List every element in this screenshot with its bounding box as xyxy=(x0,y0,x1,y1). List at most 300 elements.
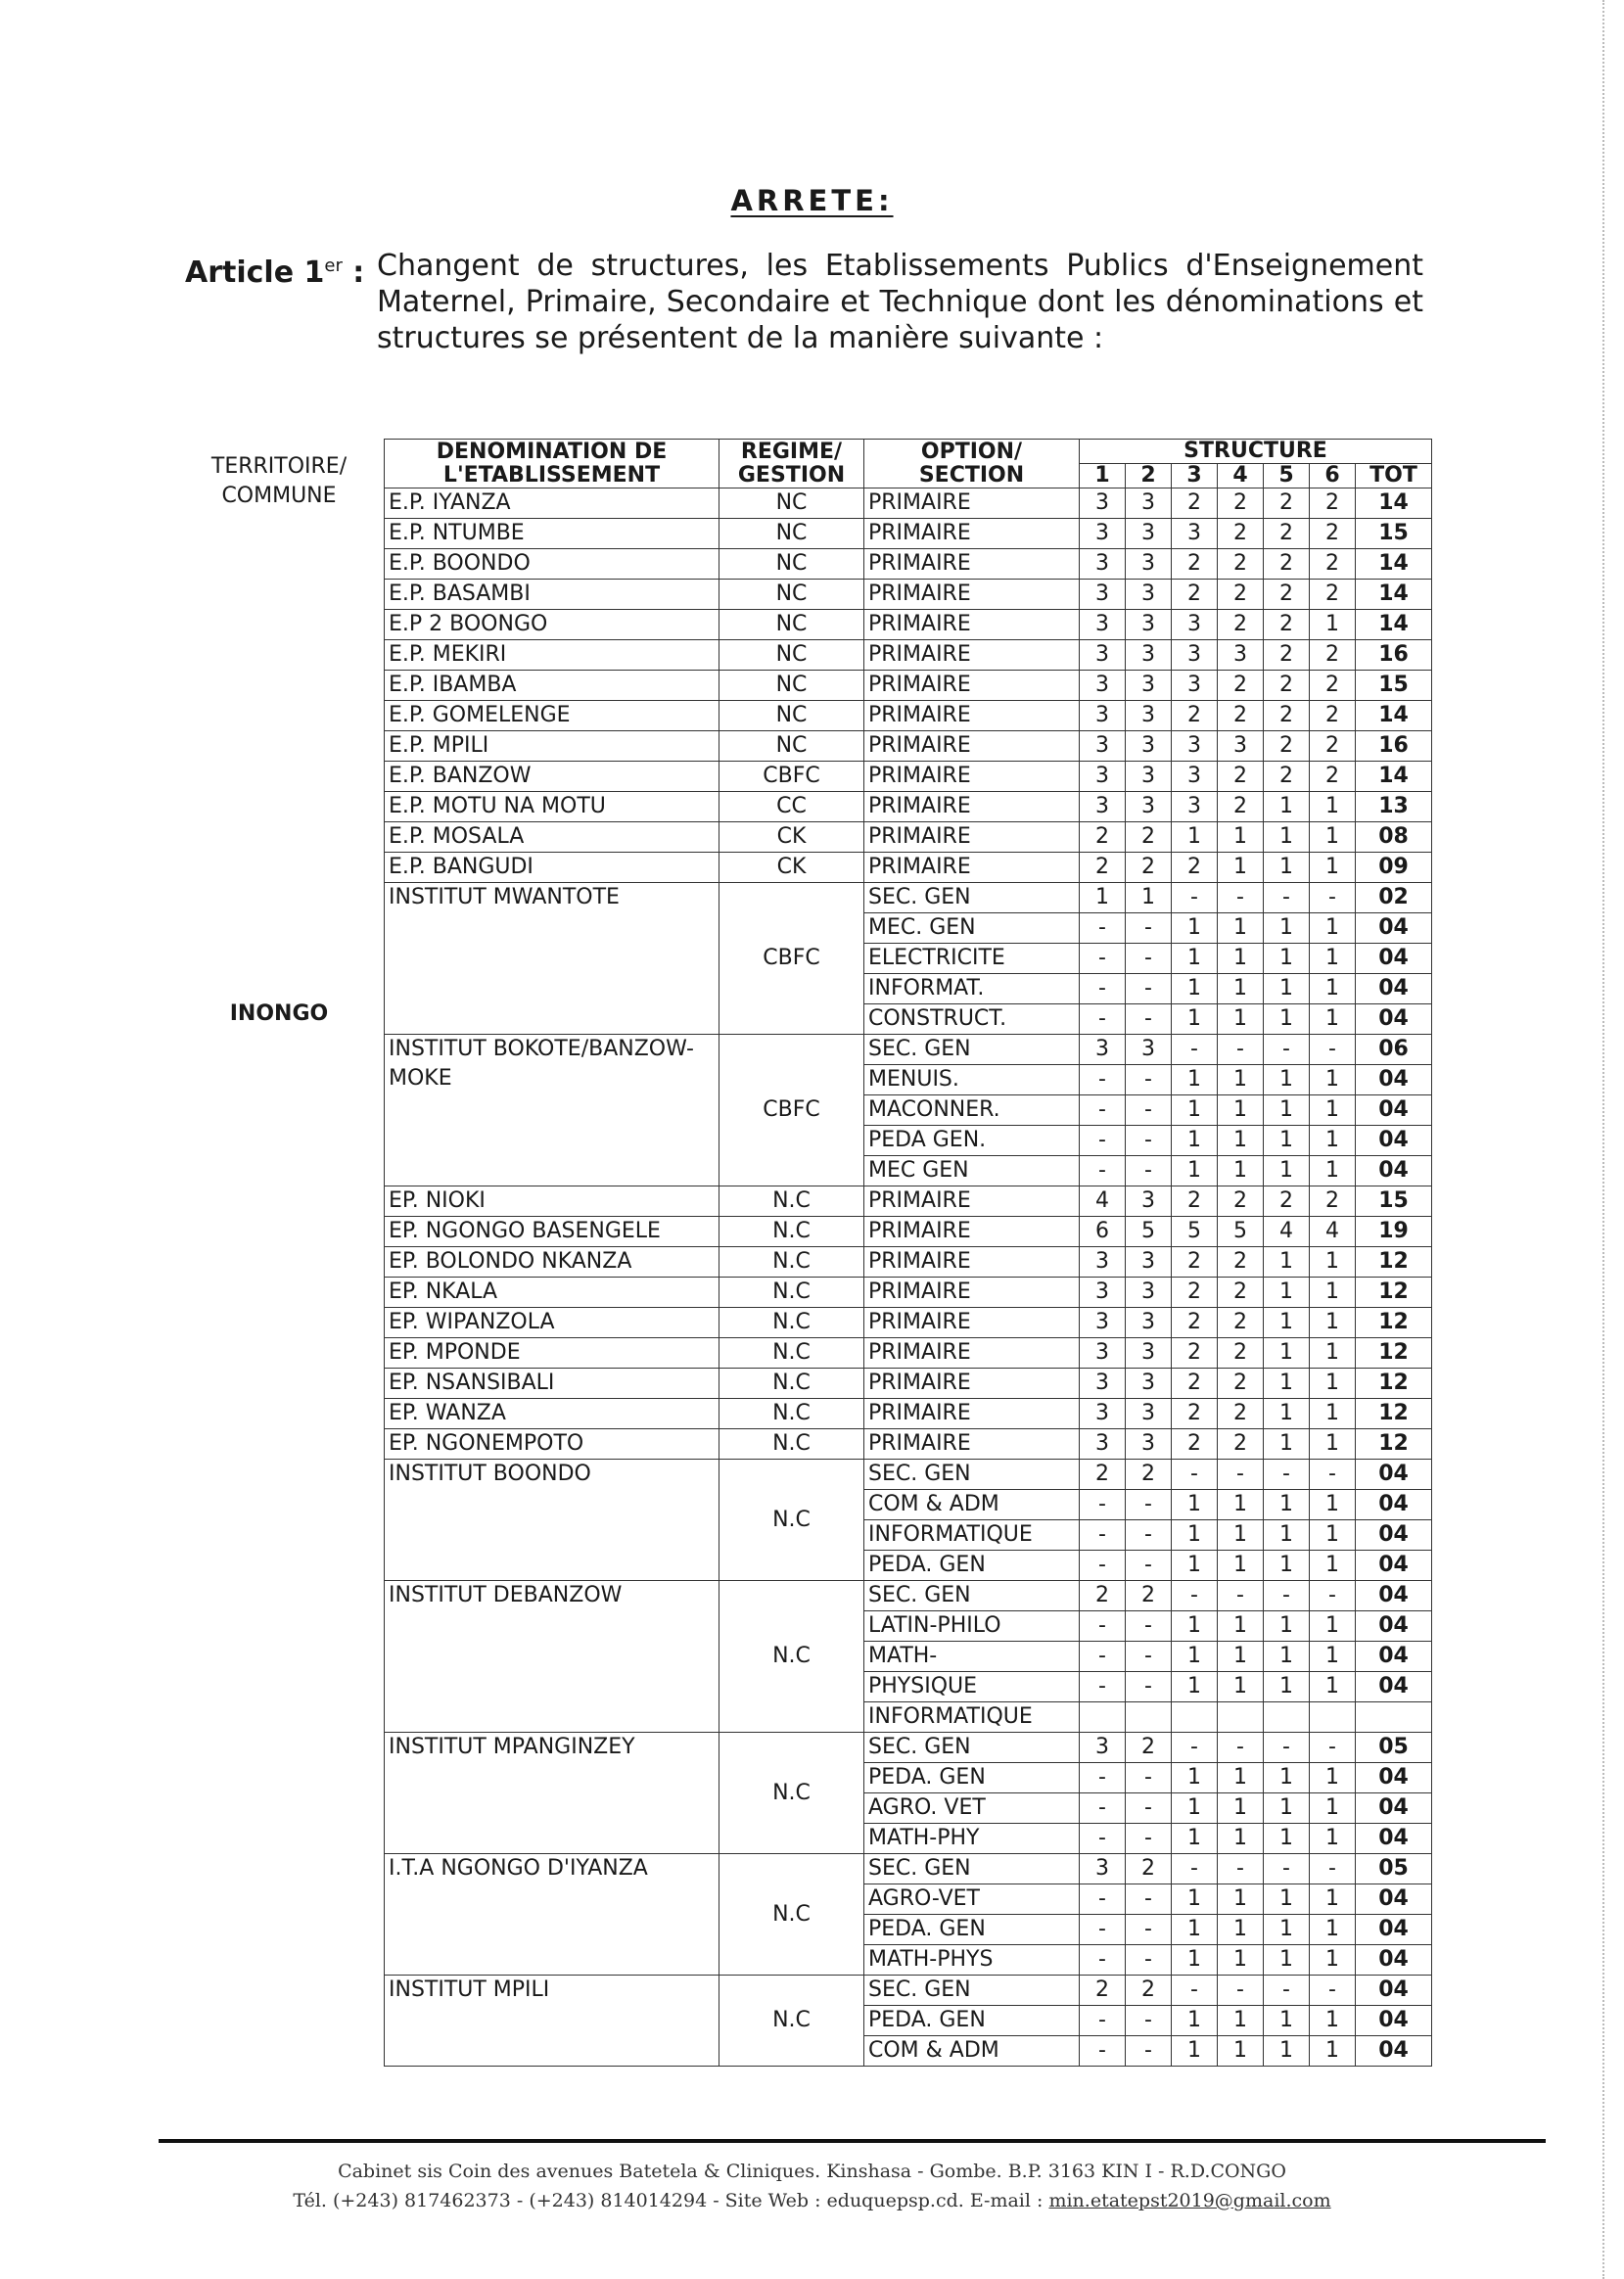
structure-col-5: 1 xyxy=(1264,1915,1310,1945)
structure-col-1: - xyxy=(1080,1520,1126,1551)
table-row xyxy=(385,883,1432,913)
structure-total: 04 xyxy=(1356,1976,1432,2006)
structure-total: 04 xyxy=(1356,1095,1432,1126)
establishment-name: E.P. MEKIRI xyxy=(385,640,719,671)
structure-col-1: 2 xyxy=(1080,1581,1126,1611)
structure-col-6: 1 xyxy=(1310,1429,1356,1460)
structure-col-3: 2 xyxy=(1172,1429,1218,1460)
structure-col-5: 1 xyxy=(1264,1156,1310,1186)
structure-col-6: 1 xyxy=(1310,610,1356,640)
structure-col-3: 1 xyxy=(1172,944,1218,974)
establishment-name: EP. NKALA xyxy=(385,1278,719,1308)
structure-col-2: - xyxy=(1126,1945,1172,1976)
structure-col-2: 3 xyxy=(1126,1247,1172,1278)
structure-col-1: - xyxy=(1080,974,1126,1004)
structure-col-3: 2 xyxy=(1172,1278,1218,1308)
structure-col-5: - xyxy=(1264,1460,1310,1490)
structure-col-3: 1 xyxy=(1172,1763,1218,1793)
table-row xyxy=(385,1976,1432,2006)
structure-col-6: 2 xyxy=(1310,580,1356,610)
structure-col-4: - xyxy=(1218,1976,1264,2006)
structure-col-4: 1 xyxy=(1218,1824,1264,1854)
structure-col-1: - xyxy=(1080,1490,1126,1520)
structure-col-4: 1 xyxy=(1218,2006,1264,2036)
structure-col-1: 2 xyxy=(1080,853,1126,883)
header-regime: REGIME/ GESTION xyxy=(719,440,864,488)
structure-total: 15 xyxy=(1356,1186,1432,1217)
structure-col-2: - xyxy=(1126,974,1172,1004)
structure-col-5: 2 xyxy=(1264,610,1310,640)
table-row xyxy=(385,1035,1432,1065)
table-row xyxy=(385,1338,1432,1369)
structure-col-4: 1 xyxy=(1218,2036,1264,2067)
establishment-name: E.P. IYANZA xyxy=(385,488,719,519)
page-title: ARRETE: xyxy=(730,184,894,217)
option-section: PRIMAIRE xyxy=(864,822,1080,853)
regime-gestion: CC xyxy=(719,792,864,822)
structure-col-6: 1 xyxy=(1310,1399,1356,1429)
establishment-name: INSTITUT DEBANZOW xyxy=(385,1581,719,1733)
footer-email[interactable]: min.etatepst2019@gmail.com xyxy=(1048,2190,1331,2211)
structure-col-1: - xyxy=(1080,1884,1126,1915)
structure-col-5: 2 xyxy=(1264,762,1310,792)
structure-total: 14 xyxy=(1356,580,1432,610)
structure-total: 14 xyxy=(1356,762,1432,792)
structure-col-6: 1 xyxy=(1310,822,1356,853)
structure-col-4: 1 xyxy=(1218,1763,1264,1793)
table-row xyxy=(385,1429,1432,1460)
structure-col-6: 1 xyxy=(1310,792,1356,822)
structure-col-6: 1 xyxy=(1310,1490,1356,1520)
structure-col-6: 1 xyxy=(1310,1611,1356,1642)
establishment-name: E.P. IBAMBA xyxy=(385,671,719,701)
header-col-6: 6 xyxy=(1310,464,1356,488)
table-row xyxy=(385,1247,1432,1278)
structure-col-2: - xyxy=(1126,1095,1172,1126)
structure-col-6: 1 xyxy=(1310,2036,1356,2067)
structure-col-3: - xyxy=(1172,1581,1218,1611)
structure-col-5: 1 xyxy=(1264,1308,1310,1338)
structure-col-1: 2 xyxy=(1080,822,1126,853)
structure-total: 04 xyxy=(1356,944,1432,974)
option-section: PEDA. GEN xyxy=(864,1763,1080,1793)
option-section: INFORMATIQUE xyxy=(864,1702,1080,1733)
option-section: PEDA. GEN xyxy=(864,1915,1080,1945)
structure-col-3: 1 xyxy=(1172,913,1218,944)
structure-table xyxy=(384,439,1432,2067)
structure-col-6: 1 xyxy=(1310,1551,1356,1581)
structure-col-3: 5 xyxy=(1172,1217,1218,1247)
header-option: OPTION/ SECTION xyxy=(864,440,1080,488)
regime-gestion: N.C xyxy=(719,1217,864,1247)
structure-col-2: 3 xyxy=(1126,580,1172,610)
structure-col-1: 3 xyxy=(1080,610,1126,640)
structure-col-3: 2 xyxy=(1172,488,1218,519)
structure-col-1: 3 xyxy=(1080,1247,1126,1278)
option-section: PRIMAIRE xyxy=(864,1278,1080,1308)
structure-col-4: 1 xyxy=(1218,1915,1264,1945)
establishment-name: INSTITUT BOONDO xyxy=(385,1460,719,1581)
structure-total: 05 xyxy=(1356,1733,1432,1763)
regime-gestion: CBFC xyxy=(719,1035,864,1186)
structure-col-2: 1 xyxy=(1126,883,1172,913)
regime-gestion: CBFC xyxy=(719,762,864,792)
option-section: SEC. GEN xyxy=(864,1854,1080,1884)
structure-col-2: - xyxy=(1126,1915,1172,1945)
option-section: INFORMATIQUE xyxy=(864,1520,1080,1551)
structure-col-3: 1 xyxy=(1172,1915,1218,1945)
structure-col-5: 1 xyxy=(1264,1551,1310,1581)
table-row xyxy=(385,853,1432,883)
structure-col-6: - xyxy=(1310,1035,1356,1065)
structure-col-5: 1 xyxy=(1264,1065,1310,1095)
structure-col-5: 1 xyxy=(1264,1763,1310,1793)
structure-col-5: 1 xyxy=(1264,1824,1310,1854)
structure-col-5: 1 xyxy=(1264,1520,1310,1551)
structure-col-5: 1 xyxy=(1264,1642,1310,1672)
structure-col-5: - xyxy=(1264,1733,1310,1763)
structure-total: 13 xyxy=(1356,792,1432,822)
structure-col-2: 2 xyxy=(1126,822,1172,853)
structure-total: 04 xyxy=(1356,1642,1432,1672)
structure-col-5: 1 xyxy=(1264,1399,1310,1429)
structure-col-4: 1 xyxy=(1218,1642,1264,1672)
structure-col-5: 1 xyxy=(1264,1095,1310,1126)
structure-col-2: - xyxy=(1126,913,1172,944)
establishment-name: E.P. NTUMBE xyxy=(385,519,719,549)
structure-col-5: - xyxy=(1264,1581,1310,1611)
structure-col-5: 1 xyxy=(1264,1945,1310,1976)
structure-total: 12 xyxy=(1356,1399,1432,1429)
structure-col-2 xyxy=(1126,1702,1172,1733)
territory-name: INONGO xyxy=(229,1001,329,1026)
structure-col-4: 1 xyxy=(1218,1945,1264,1976)
structure-col-5: 1 xyxy=(1264,2036,1310,2067)
option-section: MEC. GEN xyxy=(864,913,1080,944)
structure-col-5: 1 xyxy=(1264,1369,1310,1399)
option-section: PRIMAIRE xyxy=(864,1429,1080,1460)
structure-col-6: 1 xyxy=(1310,1763,1356,1793)
structure-col-2: - xyxy=(1126,2036,1172,2067)
structure-col-2: 5 xyxy=(1126,1217,1172,1247)
structure-col-4: 2 xyxy=(1218,610,1264,640)
structure-col-1: 3 xyxy=(1080,1854,1126,1884)
structure-col-6: - xyxy=(1310,1733,1356,1763)
structure-total: 04 xyxy=(1356,1581,1432,1611)
option-section: PRIMAIRE xyxy=(864,701,1080,731)
structure-col-2: 3 xyxy=(1126,1186,1172,1217)
structure-total: 16 xyxy=(1356,640,1432,671)
structure-col-2: 3 xyxy=(1126,1278,1172,1308)
structure-col-5: 1 xyxy=(1264,913,1310,944)
structure-col-3: 1 xyxy=(1172,1551,1218,1581)
structure-col-4: - xyxy=(1218,1035,1264,1065)
table-row xyxy=(385,640,1432,671)
regime-gestion: CK xyxy=(719,822,864,853)
option-section: CONSTRUCT. xyxy=(864,1004,1080,1035)
structure-col-3: 3 xyxy=(1172,640,1218,671)
structure-col-1: 3 xyxy=(1080,1369,1126,1399)
structure-col-3: 1 xyxy=(1172,1824,1218,1854)
table-row xyxy=(385,762,1432,792)
structure-col-1: - xyxy=(1080,1824,1126,1854)
structure-col-6: 2 xyxy=(1310,640,1356,671)
regime-gestion: N.C xyxy=(719,1278,864,1308)
structure-col-3: 3 xyxy=(1172,671,1218,701)
option-section: MATH- xyxy=(864,1642,1080,1672)
structure-col-6: 1 xyxy=(1310,1672,1356,1702)
structure-col-4: 2 xyxy=(1218,1186,1264,1217)
structure-col-4: - xyxy=(1218,1733,1264,1763)
structure-col-5: 1 xyxy=(1264,1429,1310,1460)
structure-total: 04 xyxy=(1356,1945,1432,1976)
structure-col-1: - xyxy=(1080,1763,1126,1793)
structure-col-6: 1 xyxy=(1310,1278,1356,1308)
regime-gestion: NC xyxy=(719,640,864,671)
structure-col-2: - xyxy=(1126,944,1172,974)
structure-col-6: 2 xyxy=(1310,762,1356,792)
option-section: SEC. GEN xyxy=(864,883,1080,913)
table-row xyxy=(385,1308,1432,1338)
structure-col-5: 2 xyxy=(1264,701,1310,731)
structure-total: 04 xyxy=(1356,1672,1432,1702)
structure-total: 04 xyxy=(1356,1793,1432,1824)
structure-col-3: 1 xyxy=(1172,1520,1218,1551)
structure-col-1: - xyxy=(1080,1126,1126,1156)
option-section: COM & ADM xyxy=(864,1490,1080,1520)
structure-col-6: 2 xyxy=(1310,488,1356,519)
structure-col-6: 1 xyxy=(1310,1369,1356,1399)
structure-total: 19 xyxy=(1356,1217,1432,1247)
structure-col-3: 1 xyxy=(1172,1490,1218,1520)
structure-total: 04 xyxy=(1356,1520,1432,1551)
structure-total: 09 xyxy=(1356,853,1432,883)
option-section: PEDA. GEN xyxy=(864,1551,1080,1581)
structure-col-4: 2 xyxy=(1218,792,1264,822)
structure-col-2: 3 xyxy=(1126,671,1172,701)
structure-col-4: 1 xyxy=(1218,1520,1264,1551)
table-row xyxy=(385,580,1432,610)
structure-col-1: 3 xyxy=(1080,1733,1126,1763)
structure-total: 02 xyxy=(1356,883,1432,913)
structure-col-6: - xyxy=(1310,1581,1356,1611)
structure-col-3: 2 xyxy=(1172,1399,1218,1429)
structure-col-3: 3 xyxy=(1172,610,1218,640)
structure-col-3: - xyxy=(1172,1035,1218,1065)
regime-gestion: N.C xyxy=(719,1369,864,1399)
establishment-name: INSTITUT MPANGINZEY xyxy=(385,1733,719,1854)
structure-col-5: - xyxy=(1264,883,1310,913)
option-section: PRIMAIRE xyxy=(864,488,1080,519)
structure-col-4: 2 xyxy=(1218,701,1264,731)
structure-col-1: 3 xyxy=(1080,1429,1126,1460)
header-col-1: 1 xyxy=(1080,464,1126,488)
structure-col-3: 1 xyxy=(1172,2036,1218,2067)
structure-col-4: 1 xyxy=(1218,1004,1264,1035)
option-section: PRIMAIRE xyxy=(864,731,1080,762)
option-section: PRIMAIRE xyxy=(864,671,1080,701)
structure-col-6: 2 xyxy=(1310,701,1356,731)
structure-col-2: 3 xyxy=(1126,549,1172,580)
option-section: PRIMAIRE xyxy=(864,1217,1080,1247)
structure-col-4: 1 xyxy=(1218,1490,1264,1520)
structure-col-3: 1 xyxy=(1172,822,1218,853)
structure-col-5: 1 xyxy=(1264,1338,1310,1369)
header-col-4: 4 xyxy=(1218,464,1264,488)
structure-col-6: - xyxy=(1310,1460,1356,1490)
structure-total: 04 xyxy=(1356,1763,1432,1793)
option-section: PRIMAIRE xyxy=(864,1338,1080,1369)
structure-col-5: 2 xyxy=(1264,671,1310,701)
table-row xyxy=(385,671,1432,701)
establishment-name: INSTITUT MWANTOTE xyxy=(385,883,719,1035)
structure-col-5: 1 xyxy=(1264,822,1310,853)
regime-gestion: NC xyxy=(719,671,864,701)
structure-col-3: 2 xyxy=(1172,580,1218,610)
structure-col-1: - xyxy=(1080,1915,1126,1945)
structure-col-5: 1 xyxy=(1264,1126,1310,1156)
regime-gestion: NC xyxy=(719,519,864,549)
table-row xyxy=(385,1278,1432,1308)
structure-col-3: 3 xyxy=(1172,519,1218,549)
establishment-name: EP. NSANSIBALI xyxy=(385,1369,719,1399)
option-section: PRIMAIRE xyxy=(864,640,1080,671)
structure-total: 12 xyxy=(1356,1247,1432,1278)
structure-col-3: 1 xyxy=(1172,1126,1218,1156)
regime-gestion: N.C xyxy=(719,1308,864,1338)
table-row xyxy=(385,1854,1432,1884)
structure-col-5: 1 xyxy=(1264,1490,1310,1520)
structure-col-3: 1 xyxy=(1172,1642,1218,1672)
structure-total: 12 xyxy=(1356,1308,1432,1338)
structure-col-1: 3 xyxy=(1080,1278,1126,1308)
header-denomination: DENOMINATION DE L'ETABLISSEMENT xyxy=(385,440,719,488)
structure-total: 06 xyxy=(1356,1035,1432,1065)
structure-col-5: 2 xyxy=(1264,519,1310,549)
structure-col-1: - xyxy=(1080,1793,1126,1824)
regime-gestion: N.C xyxy=(719,1429,864,1460)
structure-col-2: 3 xyxy=(1126,519,1172,549)
structure-col-5: 1 xyxy=(1264,974,1310,1004)
structure-total: 04 xyxy=(1356,1884,1432,1915)
structure-col-5: 1 xyxy=(1264,2006,1310,2036)
header-structure: STRUCTURE xyxy=(1080,440,1432,464)
structure-col-6: 1 xyxy=(1310,1095,1356,1126)
establishment-name: E.P. BOONDO xyxy=(385,549,719,580)
structure-col-2: - xyxy=(1126,1156,1172,1186)
structure-col-6: 1 xyxy=(1310,944,1356,974)
structure-col-6: 1 xyxy=(1310,1126,1356,1156)
option-section: PRIMAIRE xyxy=(864,610,1080,640)
structure-col-1: 3 xyxy=(1080,549,1126,580)
establishment-name: EP. WANZA xyxy=(385,1399,719,1429)
option-section: PRIMAIRE xyxy=(864,1186,1080,1217)
structure-col-5: 2 xyxy=(1264,1186,1310,1217)
establishment-name: EP. WIPANZOLA xyxy=(385,1308,719,1338)
structure-col-6: 1 xyxy=(1310,1338,1356,1369)
structure-col-6: 2 xyxy=(1310,549,1356,580)
footer-contact: Tél. (+243) 817462373 - (+243) 814014294 - Site Web : eduquepsp.cd. E-mail : min.etatepst2019@gmail.com xyxy=(293,2190,1331,2211)
structure-col-4: 1 xyxy=(1218,974,1264,1004)
option-section: PRIMAIRE xyxy=(864,1399,1080,1429)
structure-total: 04 xyxy=(1356,1065,1432,1095)
establishment-name: E.P. MPILI xyxy=(385,731,719,762)
structure-col-5: 1 xyxy=(1264,1884,1310,1915)
structure-col-2: - xyxy=(1126,1065,1172,1095)
table-row xyxy=(385,701,1432,731)
structure-col-2: 3 xyxy=(1126,1369,1172,1399)
structure-col-2: 3 xyxy=(1126,701,1172,731)
regime-gestion: NC xyxy=(719,610,864,640)
structure-col-6 xyxy=(1310,1702,1356,1733)
structure-col-5: 1 xyxy=(1264,792,1310,822)
table-row xyxy=(385,792,1432,822)
structure-col-6: 1 xyxy=(1310,1824,1356,1854)
structure-col-3: 1 xyxy=(1172,1065,1218,1095)
regime-gestion: CBFC xyxy=(719,883,864,1035)
structure-col-6: - xyxy=(1310,1854,1356,1884)
establishment-name: EP. NGONEMPOTO xyxy=(385,1429,719,1460)
structure-col-6: 1 xyxy=(1310,1308,1356,1338)
structure-col-6: 1 xyxy=(1310,1642,1356,1672)
structure-col-2: - xyxy=(1126,1551,1172,1581)
option-section: SEC. GEN xyxy=(864,1581,1080,1611)
option-section: SEC. GEN xyxy=(864,1733,1080,1763)
header-col-5: 5 xyxy=(1264,464,1310,488)
structure-col-1: 3 xyxy=(1080,671,1126,701)
structure-col-5: 1 xyxy=(1264,1247,1310,1278)
option-section: PRIMAIRE xyxy=(864,580,1080,610)
structure-col-4: - xyxy=(1218,1581,1264,1611)
structure-col-1: - xyxy=(1080,1065,1126,1095)
structure-col-3: 3 xyxy=(1172,762,1218,792)
structure-col-5: 1 xyxy=(1264,1278,1310,1308)
structure-col-4: - xyxy=(1218,1854,1264,1884)
structure-col-6: 1 xyxy=(1310,1915,1356,1945)
establishment-name: E.P. GOMELENGE xyxy=(385,701,719,731)
structure-col-5: 2 xyxy=(1264,580,1310,610)
establishment-name: I.T.A NGONGO D'IYANZA xyxy=(385,1854,719,1976)
structure-col-4: 2 xyxy=(1218,519,1264,549)
structure-col-3: - xyxy=(1172,1733,1218,1763)
structure-col-4: 1 xyxy=(1218,1672,1264,1702)
structure-col-1: 3 xyxy=(1080,731,1126,762)
structure-col-4: 1 xyxy=(1218,822,1264,853)
structure-col-3: 2 xyxy=(1172,1186,1218,1217)
regime-gestion: NC xyxy=(719,731,864,762)
structure-col-5: 1 xyxy=(1264,1672,1310,1702)
structure-col-4: 2 xyxy=(1218,671,1264,701)
structure-col-3: 2 xyxy=(1172,701,1218,731)
structure-col-5: 2 xyxy=(1264,488,1310,519)
structure-total: 14 xyxy=(1356,701,1432,731)
header-col-tot: TOT xyxy=(1356,464,1432,488)
structure-col-4: 2 xyxy=(1218,1429,1264,1460)
structure-col-4: 5 xyxy=(1218,1217,1264,1247)
structure-col-2: - xyxy=(1126,1520,1172,1551)
structure-total: 12 xyxy=(1356,1278,1432,1308)
structure-col-6: 1 xyxy=(1310,1065,1356,1095)
structure-col-3: - xyxy=(1172,883,1218,913)
structure-col-2: 3 xyxy=(1126,762,1172,792)
structure-col-6: 1 xyxy=(1310,1520,1356,1551)
structure-col-5: - xyxy=(1264,1976,1310,2006)
structure-col-4: 1 xyxy=(1218,1611,1264,1642)
structure-total: 04 xyxy=(1356,1915,1432,1945)
structure-col-1: 3 xyxy=(1080,762,1126,792)
structure-total: 15 xyxy=(1356,671,1432,701)
establishment-name: E.P 2 BOONGO xyxy=(385,610,719,640)
